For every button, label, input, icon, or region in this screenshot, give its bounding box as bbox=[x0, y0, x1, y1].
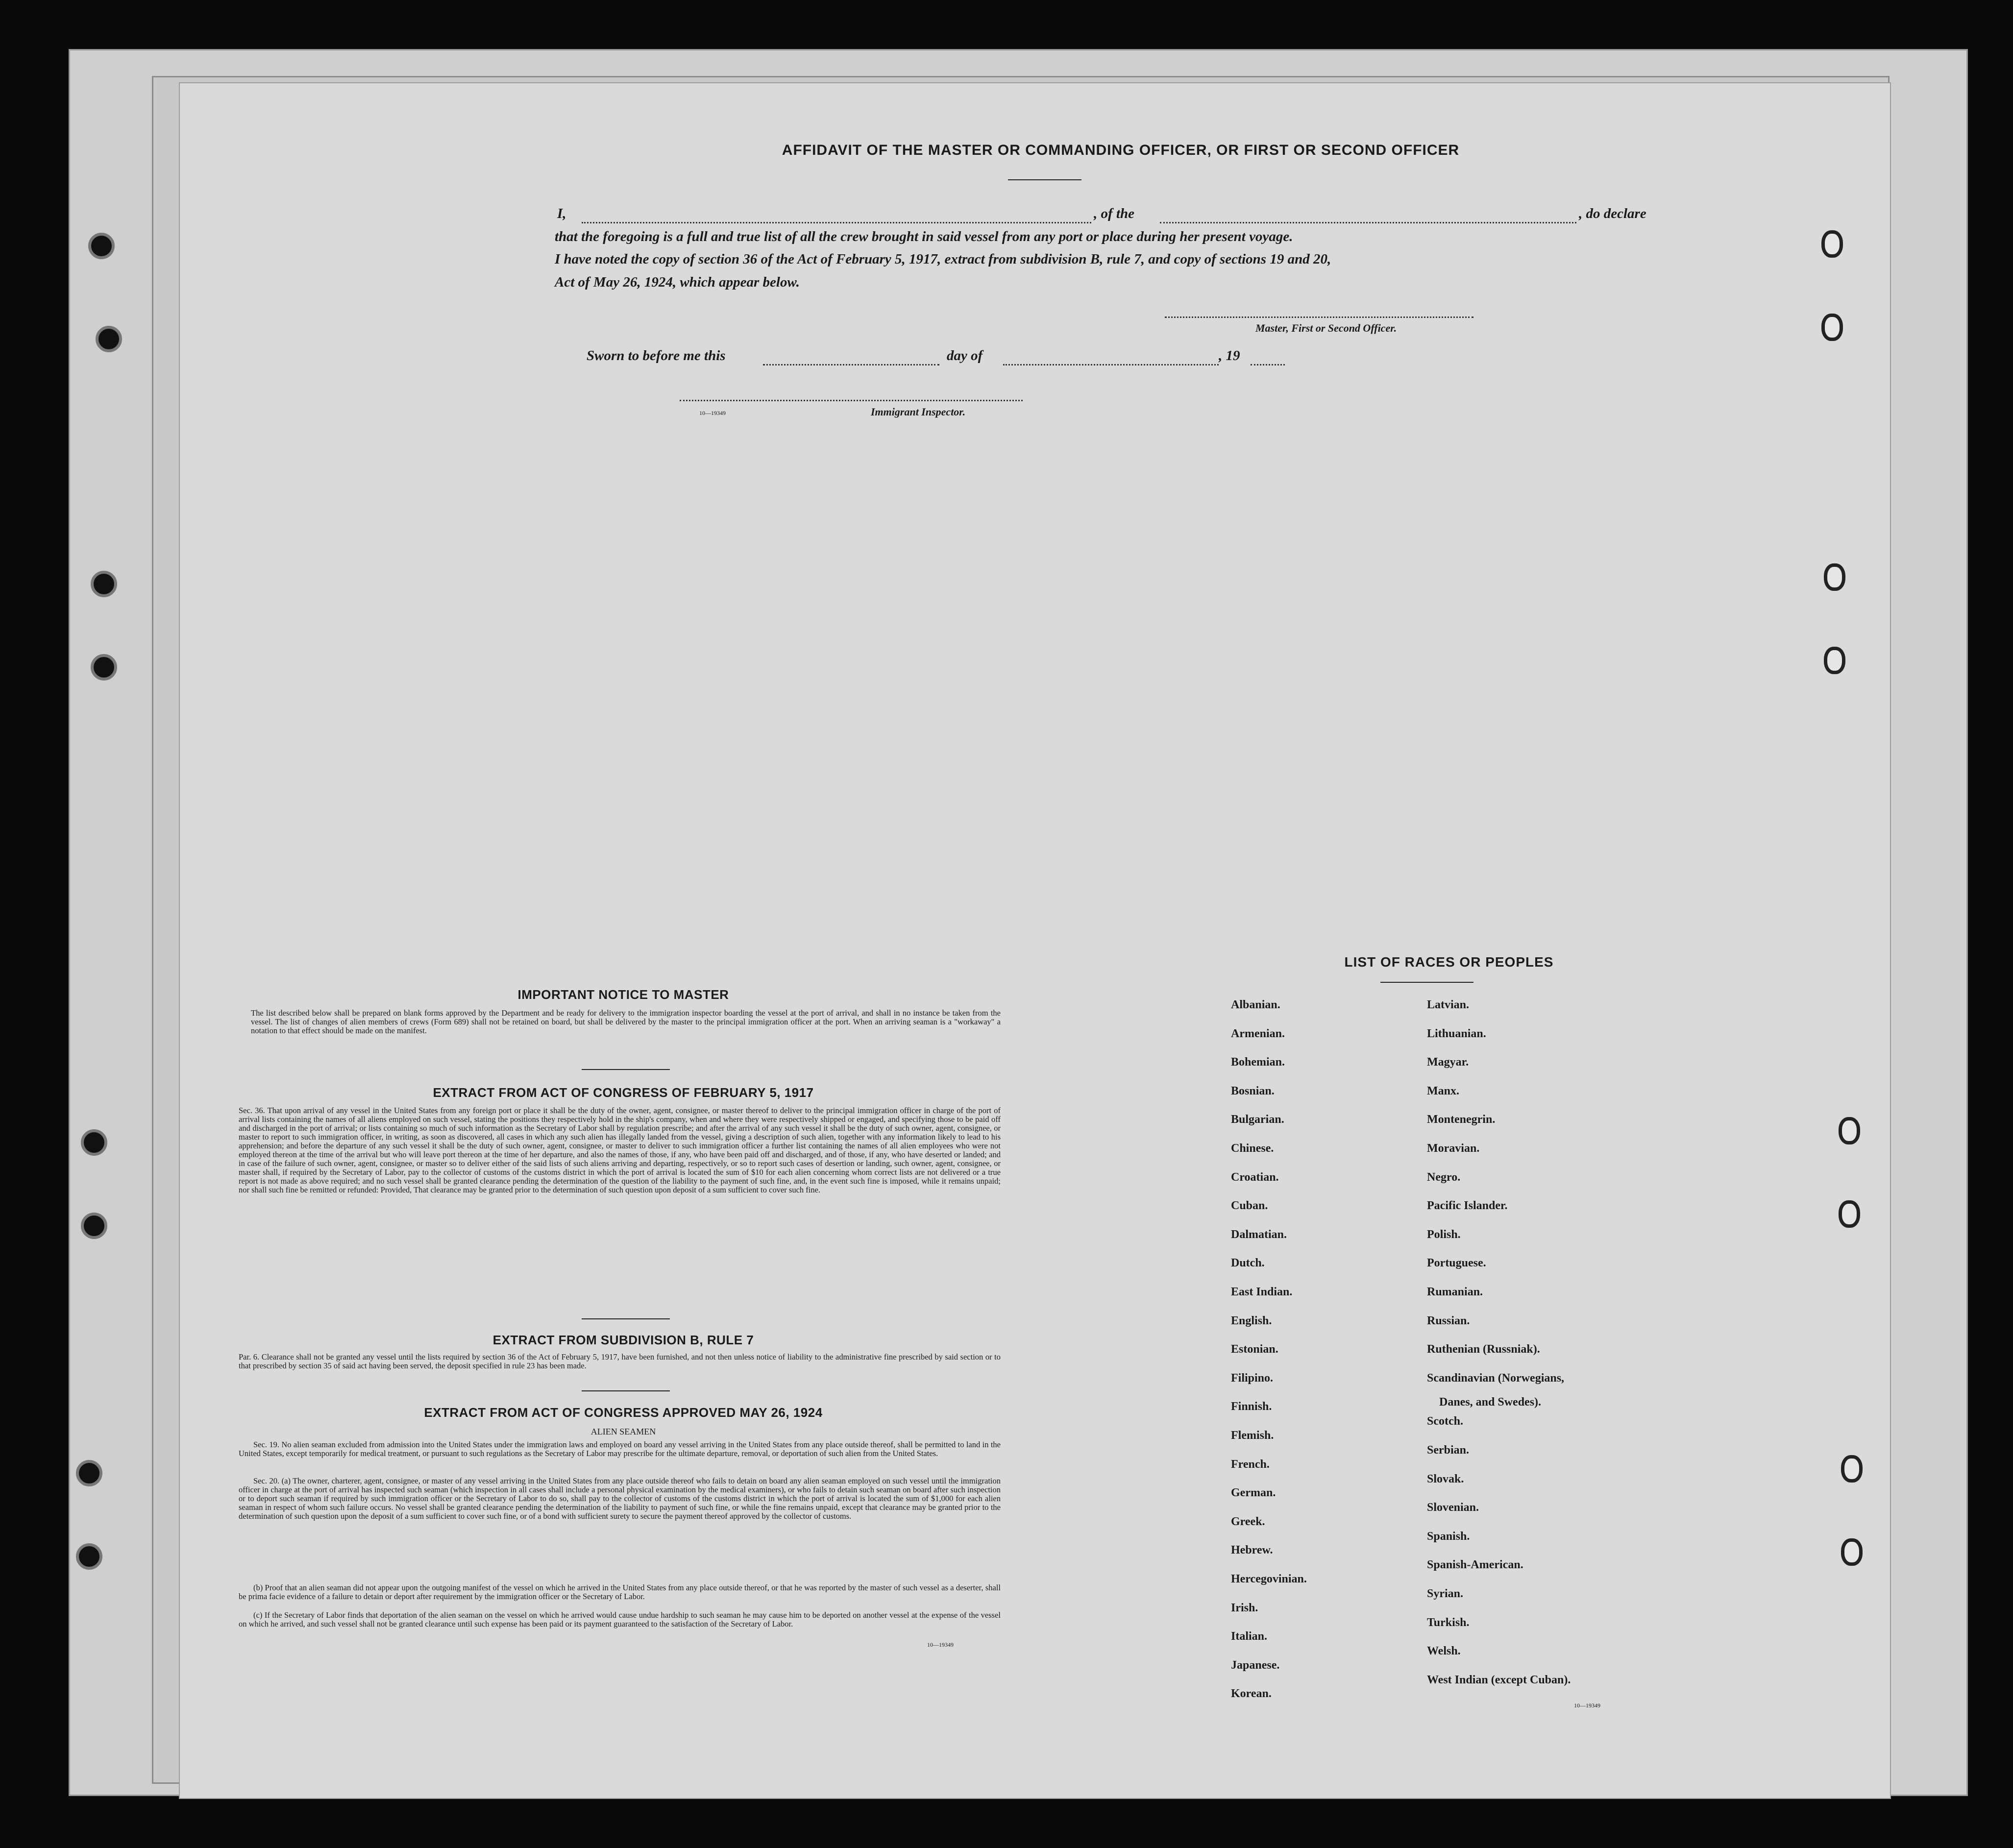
rule7-title: EXTRACT FROM SUBDIVISION B, RULE 7 bbox=[492, 1333, 754, 1347]
punch-hole-icon bbox=[1821, 314, 1843, 341]
race-item: Portuguese. bbox=[1427, 1257, 1486, 1270]
races-underline bbox=[1380, 982, 1473, 983]
title-underline bbox=[1008, 179, 1081, 180]
punch-hole-icon bbox=[1841, 1538, 1863, 1566]
affidavit-line4: Act of May 26, 1924, which appear below. bbox=[555, 274, 800, 290]
race-item: Slovenian. bbox=[1427, 1501, 1479, 1514]
punch-hole-icon bbox=[1839, 1200, 1860, 1228]
race-item: Cuban. bbox=[1231, 1199, 1268, 1213]
race-item: Rumanian. bbox=[1427, 1286, 1483, 1298]
affidavit-line1-start: I, bbox=[557, 206, 566, 221]
race-item: Danes, and Swedes). bbox=[1439, 1396, 1542, 1409]
binder-hole-icon bbox=[96, 326, 122, 352]
sworn-text-mid: day of bbox=[947, 348, 983, 364]
race-item: Manx. bbox=[1427, 1084, 1459, 1097]
binder-hole-icon bbox=[81, 1129, 107, 1156]
race-item: Spanish. bbox=[1427, 1530, 1470, 1543]
race-item: French. bbox=[1231, 1458, 1270, 1471]
race-item: Scandinavian (Norwegians, bbox=[1427, 1371, 1565, 1385]
race-item: Korean. bbox=[1231, 1687, 1272, 1701]
manifest-page bbox=[179, 82, 1891, 1799]
punch-hole-icon bbox=[1824, 563, 1845, 591]
race-item: Irish. bbox=[1231, 1601, 1258, 1614]
race-item: Negro. bbox=[1427, 1170, 1461, 1184]
race-item: Bohemian. bbox=[1231, 1056, 1285, 1069]
race-item: Ruthenian (Russniak). bbox=[1427, 1343, 1540, 1356]
binder-hole-icon bbox=[91, 654, 117, 681]
rule7-text: Par. 6. Clearance shall not be granted any vessel until the lists required by section 36 of the Act of February 5, 1917, have been furnished, and not then unless notice of liability to the administrative fine prescribed by said section or to that prescribed by section 35 of said act having been served, the deposit specified in rule 23 has been made. bbox=[239, 1352, 1001, 1370]
race-item: Bulgarian. bbox=[1231, 1113, 1284, 1126]
race-item: Serbian. bbox=[1427, 1444, 1470, 1457]
notice-title: IMPORTANT NOTICE TO MASTER bbox=[517, 987, 729, 1002]
race-item: Filipino. bbox=[1231, 1371, 1274, 1385]
extract-form-number: 10—19349 bbox=[927, 1641, 954, 1648]
race-item: Latvian. bbox=[1427, 998, 1470, 1011]
sworn-day-blank[interactable] bbox=[763, 364, 939, 365]
sworn-text-start: Sworn to before me this bbox=[587, 348, 726, 364]
race-item: Chinese. bbox=[1231, 1142, 1274, 1155]
race-item: Syrian. bbox=[1427, 1587, 1464, 1600]
race-item: Slovak. bbox=[1427, 1472, 1464, 1485]
race-item: Armenian. bbox=[1231, 1027, 1285, 1040]
sworn-year-blank[interactable] bbox=[1251, 364, 1285, 365]
alien-seamen-subtitle: ALIEN SEAMEN bbox=[590, 1427, 656, 1436]
race-item: Russian. bbox=[1427, 1314, 1470, 1327]
inspector-signature-blank[interactable] bbox=[680, 399, 1023, 401]
affidavit-line1-end: , do declare bbox=[1579, 206, 1646, 221]
race-item: Magyar. bbox=[1427, 1056, 1469, 1069]
race-item: Lithuanian. bbox=[1427, 1027, 1486, 1040]
punch-hole-icon bbox=[1841, 1455, 1863, 1483]
race-item: Pacific Islander. bbox=[1427, 1199, 1508, 1213]
race-item: Estonian. bbox=[1231, 1343, 1278, 1356]
master-signature-blank[interactable] bbox=[1165, 316, 1473, 318]
race-item: Hebrew. bbox=[1231, 1544, 1273, 1557]
race-item: Scotch. bbox=[1427, 1415, 1463, 1428]
punch-hole-icon bbox=[1821, 230, 1843, 258]
binder-hole-icon bbox=[76, 1460, 102, 1486]
divider bbox=[582, 1390, 670, 1391]
extract-1924-title: EXTRACT FROM ACT OF CONGRESS APPROVED MAY 26, 1924 bbox=[424, 1405, 823, 1420]
race-item: English. bbox=[1231, 1314, 1272, 1327]
binder-hole-icon bbox=[76, 1543, 102, 1570]
binder-hole-icon bbox=[81, 1213, 107, 1239]
race-item: German. bbox=[1231, 1486, 1276, 1500]
affidavit-line1-mid: , of the bbox=[1094, 206, 1134, 221]
race-item: Moravian. bbox=[1427, 1142, 1480, 1155]
races-form-number: 10—19349 bbox=[1574, 1702, 1600, 1709]
punch-hole-icon bbox=[1824, 647, 1845, 674]
affidavit-title: AFFIDAVIT OF THE MASTER OR COMMANDING OFFICER, OR FIRST OR SECOND OFFICER bbox=[782, 142, 1460, 158]
divider bbox=[582, 1069, 670, 1070]
vessel-blank[interactable] bbox=[1160, 221, 1576, 223]
race-item: Japanese. bbox=[1231, 1658, 1280, 1672]
affidavit-line3: I have noted the copy of section 36 of the Act of February 5, 1917, extract from subdivision B, rule 7, and copy of sections 19 and 20, bbox=[555, 251, 1331, 267]
race-item: Dalmatian. bbox=[1231, 1228, 1287, 1241]
race-item: West Indian (except Cuban). bbox=[1427, 1673, 1571, 1686]
races-title: LIST OF RACES OR PEOPLES bbox=[1344, 954, 1554, 970]
notice-text: The list described below shall be prepared on blank forms approved by the Department and be ready for delivery to the immigration inspector boarding the vessel at the port of arrival, and shall in no instance be taken from the vessel. The list of changes of alien members of crews (Form 689) shall not be retained on board, but shall be delivered by the master to the principal immigration officer at the port. When an arriving seaman is a "workaway" a notation to that effect should be made on the manifest. bbox=[251, 1008, 1001, 1035]
sworn-month-blank[interactable] bbox=[1003, 364, 1219, 365]
punch-hole-icon bbox=[1839, 1117, 1860, 1144]
binder-hole-icon bbox=[91, 571, 117, 597]
race-item: Flemish. bbox=[1231, 1429, 1274, 1442]
race-item: Polish. bbox=[1427, 1228, 1461, 1241]
race-item: Albanian. bbox=[1231, 998, 1280, 1011]
sec20c-text: (c) If the Secretary of Labor finds that deportation of the alien seaman on the vessel on which he arrived would cause undue hardship to such seaman he may cause him to be deported on another vessel at the expense of the vessel on which he arrived, and such vessel shall not be granted clearance until such expense has been paid or its payment guaranteed to the satisfaction of the Secretary of Labor. bbox=[239, 1610, 1001, 1629]
extract-1917-title: EXTRACT FROM ACT OF CONGRESS OF FEBRUARY 5, 1917 bbox=[433, 1085, 814, 1100]
master-signature-label: Master, First or Second Officer. bbox=[1255, 322, 1397, 334]
race-item: Montenegrin. bbox=[1427, 1113, 1496, 1126]
binder-hole-icon bbox=[88, 233, 115, 259]
race-item: Welsh. bbox=[1427, 1645, 1461, 1658]
race-item: Croatian. bbox=[1231, 1170, 1279, 1184]
extract-1917-text: Sec. 36. That upon arrival of any vessel in the United States from any foreign port or place it shall be the duty of the owner, agent, consignee, or master thereof to deliver to the principal immigration officer in charge of the port of arrival lists containing the names of all aliens employed on such vessel, stating the positions they respectively hold in the ship's company, when and where they were respectively shipped or engaged, and specifying those to be paid off and discharged in the port of arrival; or lists containing so much of such information as the Secretary of Labor shall by regulation prescribe; and after the arrival of any such vessel it shall be the duty of such owner, agent, consignee, or master to report to such immigration officer, in writing, as soon as discovered, all cases in which any such alien has illegally landed from the vessel, giving a description of such alien, together with any information likely to lead to his apprehension; and before the departure of any such vessel it shall be the duty of such owner, agent, consignee, or master to deliver to such immigration officer a further list containing the names of all alien employees who were not employed thereon at the time of the arrival but who will leave port thereon at the time of her departure, and also the names of those, if any, who have been paid off and discharged, and of those, if any, who have deserted or landed; and in case of the failure of such owner, agent, consignee, or master so to deliver either of the said lists of such aliens arriving and departing, respectively, or so to report such cases of desertion or landing, such owner, agent, consignee, or master shall, if required by the Secretary of Labor, pay to the collector of customs of the customs district in which the port of arrival is located the sum of $10 for each alien concerning whom correct lists are not delivered or a true report is not made as above required; and no such vessel shall be granted clearance pending the determination of the question of the liability to the payment of such fine, and, in the event such fine is imposed, while it remains unpaid; nor shall such fine be remitted or refunded: Provided, That clearance may be granted prior to the determination of such question upon deposit of a sum sufficient to cover such fine. bbox=[239, 1106, 1001, 1194]
sec19-text: Sec. 19. No alien seaman excluded from admission into the United States under the immigration laws and employed on board any vessel arriving in the United States from any place outside thereof, shall be permitted to land in the United States, except temporarily for medical treatment, or pursuant to such regulations as the Secretary of Labor may prescribe for the ultimate departure, removal, or deportation of such alien from the United States. bbox=[239, 1440, 1001, 1458]
race-item: Finnish. bbox=[1231, 1400, 1272, 1413]
race-item: Greek. bbox=[1231, 1515, 1265, 1528]
affidavit-form-number: 10—19349 bbox=[699, 410, 726, 416]
race-item: Italian. bbox=[1231, 1630, 1268, 1643]
sec20a-text: Sec. 20. (a) The owner, charterer, agent, consignee, or master of any vessel arriving in the United States from any place outside thereof who fails to detain on board any alien seaman employed on such vessel until the immigration officer in charge at the port of arrival has inspected such seaman (which inspection in all cases shall include a personal physical examination by the medical examiners), or who fails to detain such seaman on board after such inspection or to deport such seaman if required by such immigration officer or the Secretary of Labor to do so, shall pay to the collector of customs of the customs district in which the port of arrival is located the sum of $1,000 for each alien seaman in respect of whom such failure occurs. No vessel shall be granted clearance pending the determination of the liability to payment of such fine, or while the fine remains unpaid, except that clearance may be granted prior to the determination of such question upon the deposit of a sum sufficient to cover such fine, or of a bond with sufficient surety to secure the payment thereof approved by the collector of customs. bbox=[239, 1476, 1001, 1521]
race-item: Hercegovinian. bbox=[1231, 1573, 1307, 1585]
race-item: Bosnian. bbox=[1231, 1084, 1275, 1097]
race-item: Spanish-American. bbox=[1427, 1558, 1523, 1572]
divider bbox=[582, 1318, 670, 1319]
name-blank[interactable] bbox=[582, 221, 1091, 223]
sworn-text-end: , 19 bbox=[1219, 348, 1240, 364]
sec20b-text: (b) Proof that an alien seaman did not appear upon the outgoing manifest of the vessel on which he arrived in the United States from any place outside thereof, or that he was reported by the master of such vessel as a deserter, shall be prima facie evidence of a failure to detain or deport after requirement by the immigration officer or the Secretary of Labor. bbox=[239, 1583, 1001, 1601]
race-item: Turkish. bbox=[1427, 1616, 1470, 1629]
affidavit-line2: that the foregoing is a full and true list of all the crew brought in said vessel from any port or place during her present voyage. bbox=[555, 229, 1293, 244]
race-item: East Indian. bbox=[1231, 1286, 1293, 1298]
race-item: Dutch. bbox=[1231, 1257, 1265, 1270]
inspector-label: Immigrant Inspector. bbox=[871, 406, 966, 418]
